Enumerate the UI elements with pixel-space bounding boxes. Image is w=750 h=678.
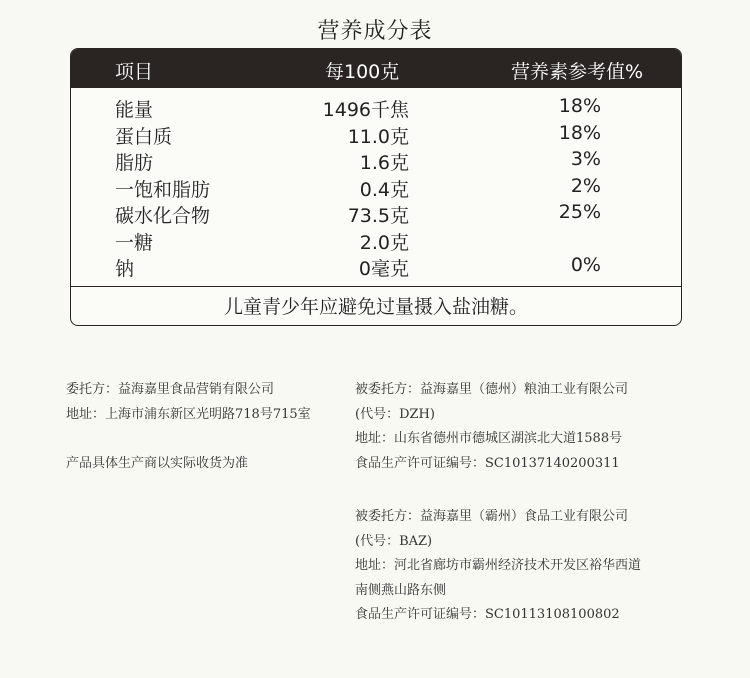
manufacturer-code: (代号：BAZ) bbox=[355, 533, 433, 549]
manufacturer-license: 食品生产许可证编号：SC10113108100802 bbox=[355, 607, 620, 622]
nutrient-name: 能量 bbox=[115, 99, 154, 121]
manufacturer-license: 食品生产许可证编号：SC10137140200311 bbox=[355, 455, 620, 471]
nutrient-name: 脂肪 bbox=[115, 152, 154, 174]
nutrient-name: 一糖 bbox=[115, 231, 154, 254]
nutrient-row-fat bbox=[71, 148, 681, 175]
nutrient-value: 1.6克 bbox=[359, 152, 409, 174]
nutrient-value: 1496千焦 bbox=[322, 99, 409, 121]
manufacturer-address-line1: 地址：河北省廊坊市霸州经济技术开发区裕华西道 bbox=[355, 558, 642, 573]
nutrition-table-header bbox=[71, 49, 681, 88]
nutrient-name: 钠 bbox=[115, 258, 135, 280]
nutrient-nrv: 3% bbox=[570, 148, 601, 170]
manufacturer-address: 地址：山东省德州市德城区湖滨北大道1588号 bbox=[355, 431, 623, 446]
nutrient-value: 11.0克 bbox=[347, 125, 409, 148]
nutrient-value: 73.5克 bbox=[347, 205, 409, 227]
manufacturer-address-line2: 南侧燕山路东侧 bbox=[355, 582, 447, 598]
nutrient-name: 碳水化合物 bbox=[115, 205, 211, 227]
nutrient-nrv: 18% bbox=[558, 121, 601, 144]
manufacturer-code: (代号：DZH) bbox=[355, 406, 435, 422]
nutrient-row-saturated-fat bbox=[71, 175, 681, 202]
nutrient-value: 0.4克 bbox=[359, 178, 409, 201]
entrusting-party: 委托方：益海嘉里食品营销有限公司 bbox=[66, 382, 275, 397]
table-divider bbox=[71, 286, 681, 287]
nutrition-rows bbox=[71, 95, 681, 281]
entrusting-party-info bbox=[66, 378, 311, 477]
header-nrv-percent: 营养素参考值% bbox=[511, 61, 644, 83]
nutrient-row-protein bbox=[71, 122, 681, 149]
nutrient-value: 0毫克 bbox=[358, 258, 409, 280]
manufacturer-name: 被委托方：益海嘉里（德州）粮油工业有限公司 bbox=[355, 382, 629, 397]
nutrient-row-sugar bbox=[71, 228, 681, 255]
nutrient-nrv: 0% bbox=[570, 254, 601, 276]
nutrient-nrv: 2% bbox=[570, 174, 601, 197]
nutrient-row-sodium bbox=[71, 254, 681, 281]
nutrient-row-carbohydrate bbox=[71, 201, 681, 228]
header-per-100g: 每100克 bbox=[325, 61, 400, 83]
nutrient-name: 一饱和脂肪 bbox=[115, 178, 211, 201]
nutrient-value: 2.0克 bbox=[359, 231, 409, 254]
nutrition-table-title: 营养成分表 bbox=[317, 19, 433, 44]
nutrient-row-energy bbox=[71, 95, 681, 122]
manufacturer-note: 产品具体生产商以实际收货为准 bbox=[66, 456, 249, 471]
nutrient-name: 蛋白质 bbox=[115, 125, 173, 148]
nutrient-nrv: 18% bbox=[558, 95, 601, 117]
nutrition-facts-panel bbox=[70, 48, 682, 326]
nutrition-advisory: 儿童青少年应避免过量摄入盐油糖。 bbox=[223, 296, 528, 318]
manufacturer-dezhou-info bbox=[355, 378, 628, 476]
header-item: 项目 bbox=[115, 61, 154, 83]
manufacturer-name: 被委托方：益海嘉里（霸州）食品工业有限公司 bbox=[355, 509, 629, 524]
entrusting-party-address: 地址：上海市浦东新区光明路718号715室 bbox=[66, 406, 311, 422]
nutrient-nrv: 25% bbox=[558, 201, 601, 223]
manufacturer-bazhou-info bbox=[355, 505, 641, 628]
